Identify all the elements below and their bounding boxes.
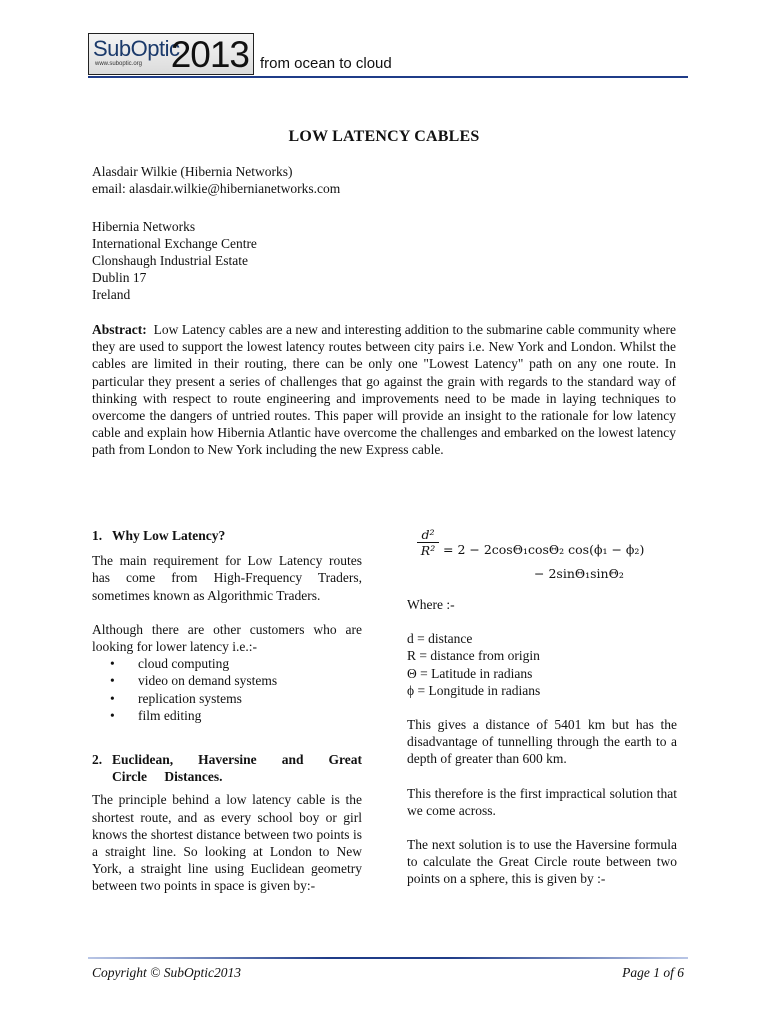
logo-text: SubOptic <box>93 36 180 61</box>
list-item: • video on demand systems <box>110 672 362 689</box>
paper-title: LOW LATENCY CABLES <box>288 128 480 145</box>
author-block <box>92 163 340 197</box>
definition-item: ϕ = Longitude in radians <box>407 682 541 698</box>
author-name: Alasdair Wilkie (Hibernia Networks) <box>92 164 293 179</box>
address-line: Clonshaugh Industrial Estate <box>92 253 248 268</box>
footer-copyright: Copyright © SubOptic2013 <box>92 965 242 980</box>
header-divider <box>88 76 688 78</box>
address-line: Hibernia Networks <box>92 219 196 234</box>
section-2-title: Euclidean, Haversine and Great Circle Distances. <box>112 752 362 785</box>
definition-item: Θ = Latitude in radians <box>407 665 533 681</box>
section-2-heading <box>92 751 362 785</box>
list-item: • replication systems <box>110 690 362 707</box>
right-column <box>407 527 677 888</box>
author-email: email: alasdair.wilkie@hibernianetworks.com <box>92 181 341 196</box>
euclidean-formula <box>407 527 677 585</box>
section-1-heading <box>92 527 362 544</box>
formula-line-1: = 2 − 2cosΘ₁cosΘ₂ cos(ϕ₁ − ϕ₂) <box>443 542 645 557</box>
section-1-para-1: The main requirement for Low Latency routes has come from High-Frequency Traders, sometimes known as Algorithmic Traders. <box>92 553 362 603</box>
list-item: • film editing <box>110 707 362 724</box>
variable-definitions <box>407 630 677 699</box>
logo-year: 2013 <box>170 34 249 75</box>
definition-item: d = distance <box>407 631 473 647</box>
list-item: • cloud computing <box>110 655 362 672</box>
abstract-text: Low Latency cables are a new and interesting addition to the submarine cable community where they are used to support the lowest latency routes between city pairs i.e. New York and London. Whilst the cables are limited in their routing, there can be only one "Lowest Latency" path on any one route. In particular they present a series of challenges that go against the grain with regards to the standard way of thinking with respect to route engineering and improvements need to be made in laying techniques to overcome the dangers of untried routes. This paper will provide an insight to the rationale for low latency cable and explain how Hibernia Atlantic have overcome the challenges and embarked on the lowest latency path from London to New York including the new Express cable. <box>92 322 677 458</box>
formula-line-2: − 2sinΘ₁sinΘ₂ <box>534 566 624 581</box>
section-2-para-1: The principle behind a low latency cable is the shortest route, and as every school boy or girl knows the shortest distance between two points is a straight line. So looking at London to New York, a straight line using Euclidean geometry between two points in space is given by:- <box>92 792 362 894</box>
section-2-number: 2. <box>92 752 103 768</box>
section-1-para-2: Although there are other customers who are looking for lower latency i.e.:- <box>92 621 362 655</box>
definition-item: R = distance from origin <box>407 648 540 664</box>
where-label: Where :- <box>407 597 455 612</box>
footer-divider <box>88 957 688 959</box>
left-column <box>92 527 362 895</box>
logo-url: www.suboptic.org <box>95 61 143 67</box>
right-para-2: This therefore is the first impractical solution that we come across. <box>407 785 677 818</box>
footer-page-number: Page 1 of 6 <box>622 965 684 980</box>
right-para-1: This gives a distance of 5401 km but has the disadvantage of tunnelling through the earth to a depth of greater than 600 km. <box>407 717 677 767</box>
latency-customer-list <box>92 655 362 724</box>
abstract-label: Abstract: <box>92 322 147 337</box>
formula-numerator: d² <box>417 527 439 543</box>
formula-fraction <box>417 527 439 558</box>
formula-denominator: R² <box>420 543 436 558</box>
address-line: Dublin 17 <box>92 270 147 285</box>
suboptic-logo <box>88 33 254 75</box>
header-tagline: from ocean to cloud <box>260 55 392 72</box>
abstract <box>92 321 676 459</box>
section-1-title: Why Low Latency? <box>112 528 226 543</box>
address-block <box>92 218 257 303</box>
section-1-number: 1. <box>92 528 103 543</box>
address-line: International Exchange Centre <box>92 236 257 251</box>
right-para-3: The next solution is to use the Haversine formula to calculate the Great Circle route between two points on a sphere, this is given by :- <box>407 837 677 887</box>
address-line: Ireland <box>92 287 131 302</box>
